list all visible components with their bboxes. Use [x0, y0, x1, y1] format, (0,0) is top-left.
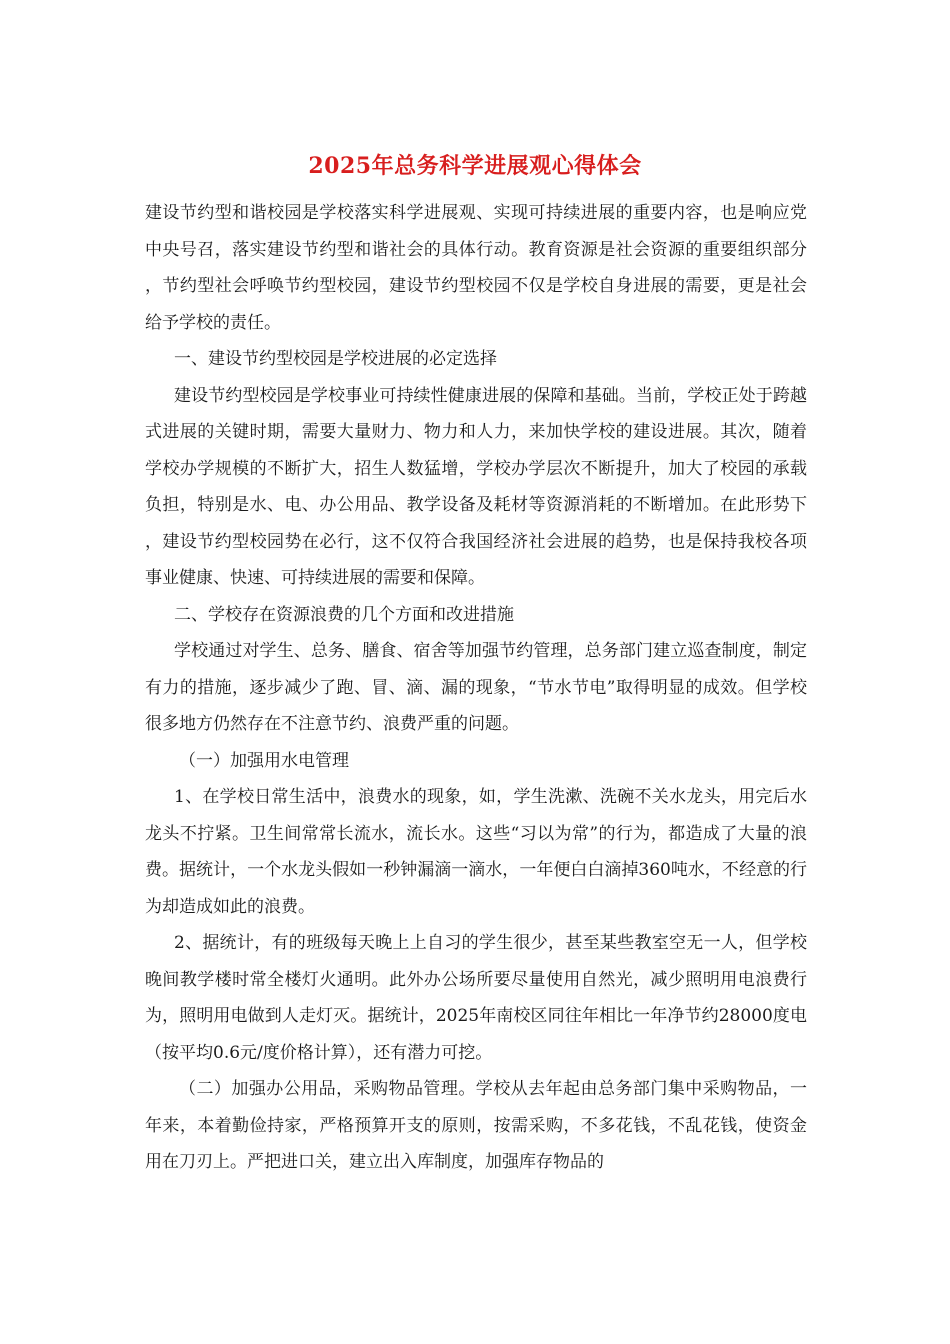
document-body [145, 195, 807, 1181]
paragraph-intro: 建设节约型和谐校园是学校落实科学进展观、实现可持续进展的重要内容，也是响应党中央号召，落实建设节约型和谐社会的具体行动。教育资源是社会资源的重要组织部分，节约型社会呼唤节约型校园，建设节约型校园不仅是学校自身进展的需要，更是社会给予学校的责任。 [145, 203, 807, 333]
paragraph-section-2: 学校通过对学生、总务、膳食、宿舍等加强节约管理，总务部门建立巡查制度，制定有力的措施，逐步减少了跑、冒、滴、漏的现象，“节水节电”取得明显的成效。但学校很多地方仍然存在不注意节约、浪费严重的问题。 [145, 641, 807, 734]
document-title: 2025年总务科学进展观心得体会 [308, 153, 642, 179]
subsection-heading-1: （一）加强用水电管理 [179, 750, 349, 771]
paragraph-subsection-2: （二）加强办公用品，采购物品管理。学校从去年起由总务部门集中采购物品，一年来，本着勤俭持家，严格预算开支的原则，按需采购，不多花钱，不乱花钱，使资金用在刀刃上。严把进口关，建立出入库制度，加强库存物品的 [145, 1079, 807, 1172]
paragraph-item-2: 2、据统计，有的班级每天晚上上自习的学生很少，甚至某些教室空无一人，但学校晚间教学楼时常全楼灯火通明。此外办公场所要尽量使用自然光，减少照明用电浪费行为，照明用电做到人走灯灭。据统计，2025年南校区同往年相比一年净节约28000度电（按平均0.6元/度价格计算），还有潜力可挖。 [145, 933, 807, 1063]
paragraph-section-1: 建设节约型校园是学校事业可持续性健康进展的保障和基础。当前，学校正处于跨越式进展的关键时期，需要大量财力、物力和人力，来加快学校的建设进展。其次，随着学校办学规模的不断扩大，招生人数猛增，学校办学层次不断提升，加大了校园的承载负担，特别是水、电、办公用品、教学设备及耗材等资源消耗的不断增加。在此形势下，建设节约型校园势在必行，这不仅符合我国经济社会进展的趋势，也是保持我校各项事业健康、快速、可持续进展的需要和保障。 [145, 385, 807, 588]
section-heading-2: 二、学校存在资源浪费的几个方面和改进措施 [174, 604, 514, 625]
paragraph-item-1: 1、在学校日常生活中，浪费水的现象，如，学生洗漱、洗碗不关水龙头，用完后水龙头不拧紧。卫生间常常长流水，流长水。这些“习以为常”的行为，都造成了大量的浪费。据统计，一个水龙头假如一秒钟漏滴一滴水，一年便白白滴掉360吨水，不经意的行为却造成如此的浪费。 [145, 787, 807, 917]
section-heading-1: 一、建设节约型校园是学校进展的必定选择 [174, 349, 497, 369]
